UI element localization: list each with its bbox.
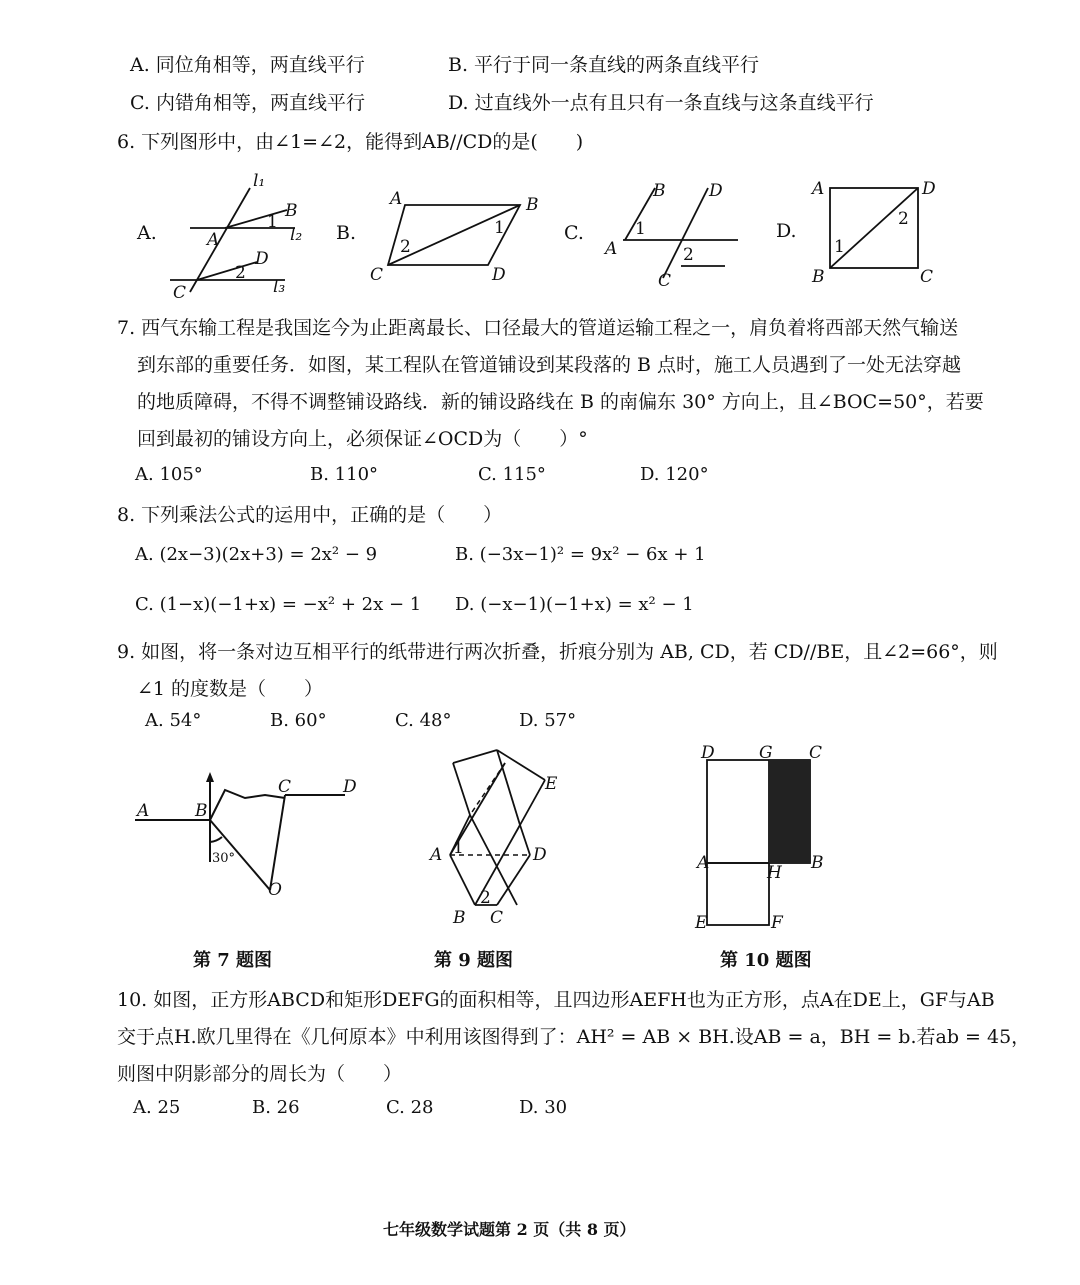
q8-option-c: C. (1−x)(−1+x) = −x² + 2x − 1 — [135, 594, 422, 615]
label-b: B — [653, 181, 666, 201]
q6-label-c: C. — [564, 222, 584, 244]
angle-1: 1 — [834, 237, 845, 257]
q10-line-2: 交于点H.欧几里得在《几何原本》中利用该图得到了：AH² = AB × BH.设AB = a，BH = b.若ab = 45， — [117, 1026, 1031, 1048]
angle-1: 1 — [494, 218, 505, 238]
q7-line-2: 到东部的重要任务．如图，某工程队在管道铺设到某段落的 B 点时，施工人员遇到了一处无法穿越 — [137, 354, 962, 376]
q9-option-c: C. 48° — [395, 710, 452, 731]
angle-2: 2 — [898, 209, 909, 229]
q7-option-d: D. 120° — [640, 464, 709, 485]
page-footer: 七年级数学试题第 2 页（共 8 页） — [383, 1220, 636, 1239]
label-a: A — [207, 230, 220, 250]
label-a: A — [430, 845, 443, 865]
q6-figure-c — [603, 178, 763, 291]
label-b: B — [453, 908, 466, 928]
q10-option-c: C. 28 — [386, 1097, 434, 1118]
label-g: G — [759, 743, 773, 763]
q9-caption: 第 9 题图 — [434, 950, 514, 971]
angle-2: 2 — [683, 245, 694, 265]
angle-1: 1 — [267, 212, 278, 232]
angle-30: 30° — [212, 851, 236, 866]
label-b: B — [811, 853, 824, 873]
q9-option-a: A. 54° — [145, 710, 202, 731]
label-h: H — [767, 863, 782, 883]
angle-2: 2 — [400, 237, 411, 257]
q10-option-b: B. 26 — [252, 1097, 300, 1118]
label-e: E — [545, 774, 558, 794]
q7-figure — [135, 770, 375, 900]
q8-option-a: A. (2x−3)(2x+3) = 2x² − 9 — [135, 544, 378, 565]
q10-option-d: D. 30 — [519, 1097, 568, 1118]
q10-line-3: 则图中阴影部分的周长为（ ） — [117, 1063, 403, 1085]
label-b: B — [195, 801, 208, 821]
q9-option-b: B. 60° — [270, 710, 327, 731]
q6-label-a: A. — [137, 222, 157, 244]
label-d: D — [533, 845, 547, 865]
label-a: A — [390, 189, 403, 209]
q5-option-c: C. 内错角相等，两直线平行 — [130, 92, 365, 114]
label-d: D — [343, 777, 357, 797]
label-b: B — [285, 201, 298, 221]
label-f: F — [771, 913, 783, 933]
label-d: D — [255, 249, 269, 269]
label-d: D — [709, 181, 723, 201]
q9-line-1: 9. 如图，将一条对边互相平行的纸带进行两次折叠，折痕分别为 AB, CD，若 CD//BE，且∠2=66°，则 — [117, 641, 998, 663]
q6-label-d: D. — [776, 220, 797, 242]
shaded-region — [769, 760, 810, 863]
q8-option-d: D. (−x−1)(−1+x) = x² − 1 — [455, 594, 694, 615]
q10-caption: 第 10 题图 — [720, 950, 812, 971]
q7-line-1: 7. 西气东输工程是我国迄今为止距离最长、口径最大的管道运输工程之一，肩负着将西部天然气输送 — [117, 317, 959, 339]
q10-figure — [695, 742, 835, 932]
label-d: D — [701, 743, 715, 763]
label-o: O — [268, 880, 282, 900]
q7-caption: 第 7 题图 — [193, 950, 273, 971]
q8-option-b: B. (−3x−1)² = 9x² − 6x + 1 — [455, 544, 706, 565]
label-d: D — [922, 179, 936, 199]
q6-figure-a — [165, 170, 325, 303]
label-c: C — [490, 908, 504, 928]
angle-2: 2 — [235, 263, 246, 283]
q7-option-b: B. 110° — [310, 464, 379, 485]
label-c: C — [920, 267, 934, 287]
q9-option-d: D. 57° — [519, 710, 577, 731]
q8-stem: 8. 下列乘法公式的运用中，正确的是（ ） — [117, 504, 503, 526]
q7-line-4: 回到最初的铺设方向上，必须保证∠OCD为（ ）° — [137, 428, 588, 450]
q9-line-2: ∠1 的度数是（ ） — [137, 678, 324, 700]
angle-2: 2 — [480, 888, 491, 908]
label-c: C — [658, 271, 672, 291]
label-l1: l₁ — [253, 171, 266, 191]
label-a: A — [137, 801, 150, 821]
label-b: B — [526, 195, 539, 215]
label-c: C — [278, 777, 292, 797]
label-c: C — [809, 743, 823, 763]
label-b: B — [812, 267, 825, 287]
q5-option-b: B. 平行于同一条直线的两条直线平行 — [448, 54, 760, 76]
label-a: A — [812, 179, 825, 199]
q7-option-a: A. 105° — [135, 464, 203, 485]
q6-figure-b — [370, 189, 550, 285]
q9-figure — [425, 745, 575, 928]
label-d: D — [492, 265, 506, 285]
q5-option-d: D. 过直线外一点有且只有一条直线与这条直线平行 — [448, 92, 874, 114]
label-c: C — [370, 265, 384, 285]
q10-line-1: 10. 如图，正方形ABCD和矩形DEFG的面积相等，且四边形AEFH也为正方形，点A在DE上，GF与AB — [117, 989, 995, 1011]
label-l3: l₃ — [273, 277, 286, 297]
angle-1: 1 — [635, 219, 646, 239]
label-a: A — [605, 239, 618, 259]
label-a: A — [697, 853, 710, 873]
q6-stem: 6. 下列图形中，由∠1=∠2，能得到AB//CD的是( ) — [117, 131, 584, 153]
q7-option-c: C. 115° — [478, 464, 546, 485]
q6-label-b: B. — [336, 222, 357, 244]
q7-line-3: 的地质障碍，不得不调整铺设路线．新的铺设路线在 B 的南偏东 30° 方向上，且∠BOC=50°，若要 — [137, 391, 984, 413]
q10-option-a: A. 25 — [133, 1097, 181, 1118]
angle-1: 1 — [453, 838, 464, 858]
label-c: C — [173, 283, 187, 303]
q5-option-a: A. 同位角相等，两直线平行 — [130, 54, 365, 76]
label-e: E — [695, 913, 708, 933]
label-l2: l₂ — [290, 225, 303, 245]
q6-figure-d — [808, 176, 948, 286]
